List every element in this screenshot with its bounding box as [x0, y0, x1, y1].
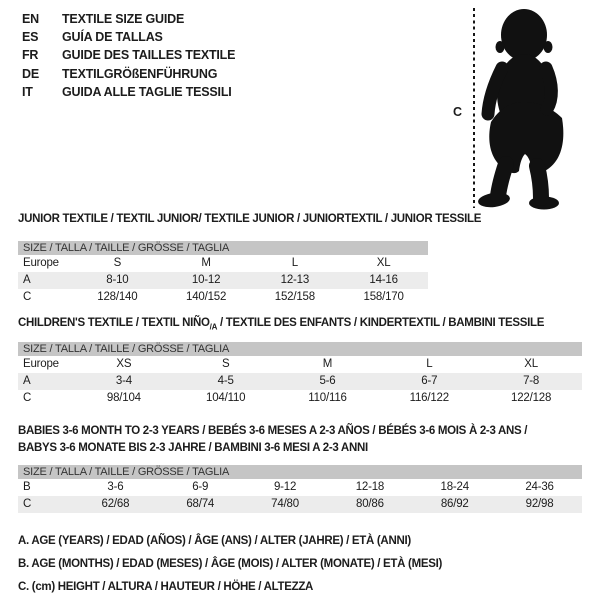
size-cell: M [201, 257, 211, 269]
table-row-height [18, 289, 428, 306]
age-cell: 3-6 [107, 481, 124, 493]
footnote-legend [18, 535, 442, 605]
children-size-table [18, 342, 582, 407]
lang-row-fr [22, 46, 235, 64]
row-label: C [23, 392, 32, 404]
height-cell: 158/170 [363, 291, 404, 303]
age-cell: 8-10 [106, 274, 129, 286]
title-line-1: BABIES 3-6 MONTH TO 2-3 YEARS / BEBÉS 3-6 MESES A 2-3 AÑOS / BÉBÉS 3-6 MOIS À 2-3 ANS / [18, 425, 528, 437]
size-cell: M [322, 358, 333, 370]
age-cell: 14-16 [369, 274, 398, 286]
table-row-height [18, 390, 582, 407]
row-label: A [23, 375, 31, 387]
size-cell: S [113, 257, 122, 269]
age-cell: 4-5 [217, 375, 234, 387]
height-cell: 110/116 [308, 392, 347, 404]
size-header-bar: SIZE / TALLA / TAILLE / GRÖSSE / TAGLIA [18, 342, 582, 356]
size-cell: S [221, 358, 230, 370]
language-title-list [22, 10, 235, 101]
section-title-junior: JUNIOR TEXTILE / TEXTIL JUNIOR/ TEXTILE JUNIOR / JUNIORTEXTIL / JUNIOR TESSILE [18, 213, 482, 225]
lang-code: FR [22, 48, 39, 63]
lang-row-it [22, 83, 235, 101]
height-cell: 116/122 [409, 392, 449, 404]
row-label: A [23, 274, 31, 286]
height-cell: 104/110 [206, 392, 246, 404]
height-cell: 152/158 [274, 291, 315, 303]
table-row-europe [18, 356, 582, 373]
height-cell: 92/98 [525, 498, 554, 510]
row-label: Europe [23, 257, 59, 269]
height-cell: 86/92 [440, 498, 469, 510]
size-header-bar: SIZE / TALLA / TAILLE / GRÖSSE / TAGLIA [18, 241, 428, 255]
lang-row-de [22, 65, 235, 83]
height-cell: 140/152 [186, 291, 227, 303]
table-row-age [18, 272, 428, 289]
lang-title: GUÍA DE TALLAS [62, 30, 163, 45]
age-cell: 12-18 [355, 481, 385, 493]
lang-title: GUIDE DES TAILLES TEXTILE [62, 48, 236, 63]
age-cell: 9-12 [273, 481, 297, 493]
lang-code: IT [22, 84, 33, 99]
table-row-height [18, 496, 582, 513]
lang-row-en [22, 10, 235, 28]
title-line-2: BABYS 3-6 MONATE BIS 2-3 JAHRE / BAMBINI 3-6 MESI A 2-3 ANNI [18, 442, 368, 454]
size-cell: XL [376, 257, 391, 269]
section-title-children [18, 315, 544, 335]
babies-size-table [18, 465, 582, 513]
title-part: CHILDREN'S TEXTILE / TEXTIL NIÑO [18, 317, 210, 329]
size-cell: XL [524, 358, 538, 370]
row-label: B [23, 481, 31, 493]
lang-title: GUIDA ALLE TAGLIE TESSILI [62, 84, 232, 99]
age-cell: 24-36 [525, 481, 554, 493]
title-part: / TEXTILE DES ENFANTS / KINDERTEXTIL / BAMBINI TESSILE [217, 317, 545, 329]
row-label: C [23, 291, 32, 303]
section-title-babies [18, 423, 578, 457]
lang-code: DE [22, 66, 39, 81]
lang-code: EN [22, 12, 39, 26]
age-cell: 6-9 [192, 481, 209, 493]
lang-row-es [22, 28, 235, 46]
size-header-bar: SIZE / TALLA / TAILLE / GRÖSSE / TAGLIA [18, 465, 582, 479]
age-cell: 10-12 [191, 274, 221, 286]
height-cell: 98/104 [106, 392, 141, 404]
height-cell: 80/86 [356, 498, 384, 510]
height-measure-dashed-line [473, 8, 475, 208]
table-row-age-months [18, 479, 582, 496]
age-cell: 5-6 [319, 375, 336, 387]
title-subscript: /A [209, 322, 218, 332]
row-label: C [23, 498, 32, 510]
lang-title: TEXTILE SIZE GUIDE [62, 12, 185, 26]
footnote-b: B. AGE (MONTHS) / EDAD (MESES) / ÂGE (MOIS) / ALTER (MONATE) / ETÀ (MESI) [18, 558, 443, 571]
height-cell: 122/128 [511, 392, 552, 404]
table-row-age [18, 373, 582, 390]
toddler-silhouette-icon [478, 4, 580, 214]
table-row-europe [18, 255, 428, 272]
height-measure-label: C [453, 105, 463, 119]
age-cell: 18-24 [440, 481, 469, 493]
height-cell: 68/74 [186, 498, 215, 510]
age-cell: 7-8 [523, 375, 540, 387]
footnote-c: C. (cm) HEIGHT / ALTURA / HAUTEUR / HÖHE / ALTEZZA [18, 581, 314, 594]
size-cell: XS [116, 358, 132, 370]
age-cell: 3-4 [115, 375, 132, 387]
lang-code: ES [22, 30, 39, 45]
footnote-a: A. AGE (YEARS) / EDAD (AÑOS) / ÂGE (ANS) / ALTER (JAHRE) / ETÀ (ANNI) [18, 535, 411, 547]
lang-title: TEXTILGRÖßENFÜHRUNG [62, 66, 218, 81]
size-cell: L [291, 257, 298, 269]
junior-size-table [18, 241, 428, 306]
size-cell: L [426, 358, 433, 370]
height-cell: 62/68 [101, 498, 130, 510]
age-cell: 12-13 [280, 274, 310, 286]
height-cell: 128/140 [97, 291, 138, 303]
height-cell: 74/80 [271, 498, 299, 510]
row-label: Europe [23, 358, 59, 370]
age-cell: 6-7 [421, 375, 438, 387]
